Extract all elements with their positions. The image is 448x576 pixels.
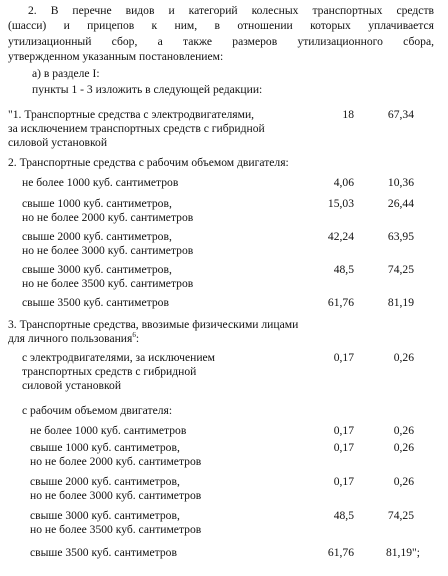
item2-row-label-cont: но не более 2000 куб. сантиметров [22,211,194,224]
item2-row-value-2: 26,44 [387,197,414,210]
item2-row-value-2: 10,36 [387,176,414,189]
item3-heading-2-text: для личного пользования [8,332,133,345]
item3-row-label-cont: но не более 3500 куб. сантиметров [30,523,202,536]
item1-text-2: за исключением транспортных средств с гибридной [8,122,265,135]
intro-line-1: 2. В перечне видов и категорий колесных транспортных средств [28,4,434,17]
intro-line-2: (шасси) и прицепов к ним, в отношении которых уплачивается [8,19,434,32]
item2-row-value-2: 74,25 [387,263,414,276]
item3-row-label-cont: но не более 2000 куб. сантиметров [30,455,202,468]
item3-engine-heading: с рабочим объемом двигателя: [22,404,173,417]
item3-heading-1: 3. Транспортные средства, ввозимые физическими лицами [8,318,299,331]
item2-row-label: не более 1000 куб. сантиметров [22,176,179,189]
item3-row-value-1: 0,17 [333,424,354,437]
item2-row-label: свыше 1000 куб. сантиметров, [22,197,172,210]
item2-heading: 2. Транспортные средства с рабочим объемом двигателя: [8,156,289,169]
item2-row-value-1: 48,5 [333,263,354,276]
item2-row-value-1: 61,76 [327,296,354,309]
item2-row-value-2: 63,95 [387,230,414,243]
item3-row-label: свыше 3500 куб. сантиметров [30,546,177,559]
item3-row-value-1: 48,5 [333,509,354,522]
item3-row-label: свыше 3000 куб. сантиметров, [30,509,180,522]
item3-heading-colon: : [135,332,140,345]
intro-line-4: утвержденном указанным постановлением: [8,50,224,63]
intro-line-3: утилизационный сбор, а также размеров утилизационного сбора, [8,35,434,48]
footnote-marker: 6 [132,331,136,340]
item3-electric-value-2: 0,26 [393,351,414,364]
item3-row-value-2: 74,25 [387,509,414,522]
item3-electric-1: с электродвигателями, за исключением [22,351,216,364]
item3-row-value-2: 0,26 [393,441,414,454]
item3-row-value-2: 0,26 [393,424,414,437]
item3-electric-3: силовой установкой [22,379,122,392]
item3-electric-2: транспортных средств с гибридной [22,365,197,378]
item3-electric-value-1: 0,17 [333,351,354,364]
item2-row-value-1: 4,06 [333,176,354,189]
item3-row-label: не более 1000 куб. сантиметров [30,424,187,437]
item2-row-label: свыше 3000 куб. сантиметров, [22,263,172,276]
item2-row-label-cont: но не более 3500 куб. сантиметров [22,277,194,290]
item3-row-value-2: 81,19"; [385,546,420,559]
item1-value-2: 67,34 [387,108,414,121]
item3-row-value-2: 0,26 [393,475,414,488]
item3-row-label-cont: но не более 3000 куб. сантиметров [30,489,202,502]
points-instruction: пункты 1 - 3 изложить в следующей редакции: [32,83,263,96]
item1-value-1: 18 [342,108,354,121]
item3-row-value-1: 0,17 [333,441,354,454]
item3-row-label: свыше 2000 куб. сантиметров, [30,475,180,488]
section-a: а) в разделе I: [32,67,100,80]
item1-text-1: "1. Транспортные средства с электродвигателями, [8,108,255,121]
item2-row-value-2: 81,19 [387,296,414,309]
item3-row-value-1: 61,76 [327,546,354,559]
item2-row-label-cont: но не более 3000 куб. сантиметров [22,244,194,257]
item2-row-value-1: 15,03 [327,197,354,210]
item3-row-value-1: 0,17 [333,475,354,488]
item2-row-label: свыше 3500 куб. сантиметров [22,296,169,309]
item2-row-value-1: 42,24 [327,230,354,243]
item1-text-3: силовой установкой [8,136,108,149]
item3-row-label: свыше 1000 куб. сантиметров, [30,441,180,454]
item3-heading-2 [8,332,139,345]
item2-row-label: свыше 2000 куб. сантиметров, [22,230,172,243]
